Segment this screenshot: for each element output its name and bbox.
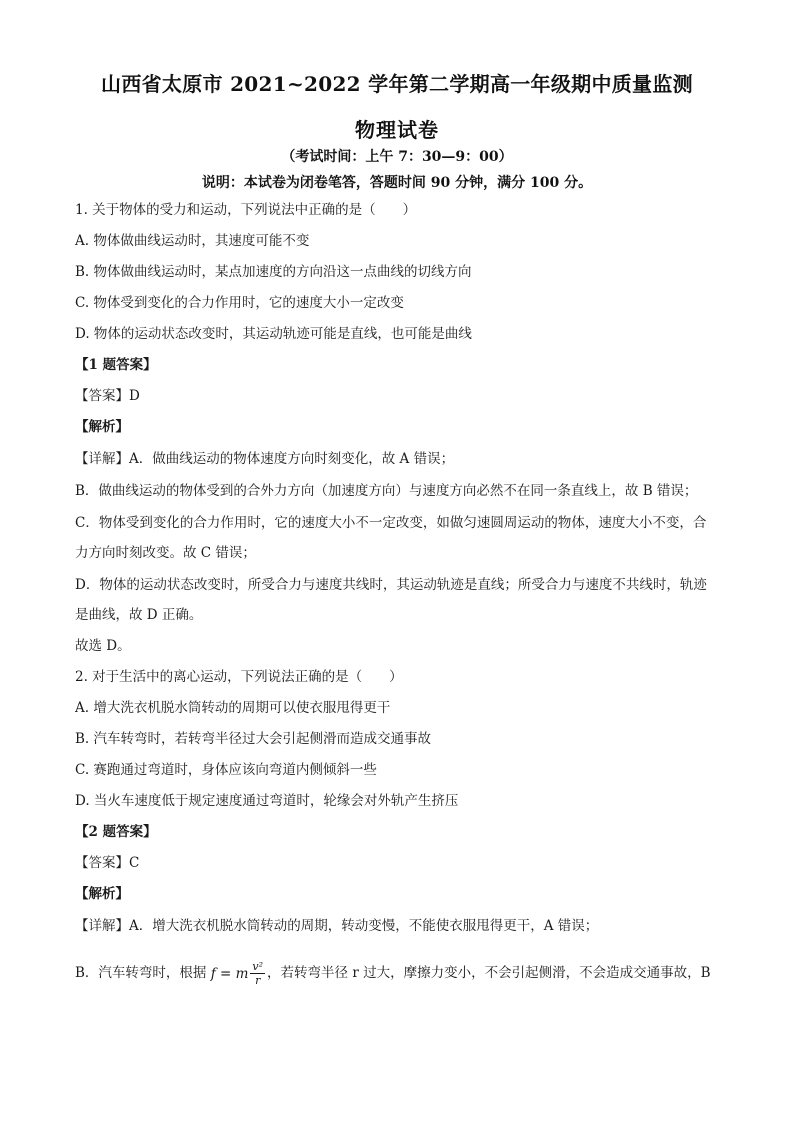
formula-denominator: r bbox=[255, 974, 261, 987]
q1-detail-line: 故选 D。 bbox=[75, 638, 131, 654]
q1-option-a: A. 物体做曲线运动时，其速度可能不变 bbox=[75, 233, 310, 249]
q1-answer: 【答案】D bbox=[75, 388, 140, 404]
q2-answer: 【答案】C bbox=[75, 855, 140, 871]
q1-detail-line: B．做曲线运动的物体受到的合外力方向（加速度方向）与速度方向必然不在同一条直线上，故 B 错误； bbox=[75, 483, 698, 499]
q2-detail-b bbox=[75, 958, 725, 989]
centripetal-formula-fraction bbox=[250, 960, 265, 987]
q1-detail-line: 是曲线，故 D 正确。 bbox=[75, 607, 203, 623]
q2-stem: 2. 对于生活中的离心运动，下列说法正确的是（ ） bbox=[75, 669, 403, 685]
subject-title: 物理试卷 bbox=[355, 118, 439, 142]
exam-time: （考试时间：上午 7：30—9：00） bbox=[281, 149, 513, 165]
q1-answer-header: 【1 题答案】 bbox=[75, 357, 157, 373]
q2-detail-b-post: ，若转弯半径 r 过大，摩擦力变小，不会引起侧滑，不会造成交通事故，B bbox=[267, 965, 711, 981]
q2-analysis-header: 【解析】 bbox=[75, 886, 129, 902]
q1-detail-line: 力方向时刻改变。故 C 错误； bbox=[75, 545, 256, 561]
q1-option-b: B. 物体做曲线运动时，某点加速度的方向沿这一点曲线的切线方向 bbox=[75, 264, 472, 280]
q1-option-c: C. 物体受到变化的合力作用时，它的速度大小一定改变 bbox=[75, 295, 404, 311]
exam-title: 山西省太原市 2021~2022 学年第二学期高一年级期中质量监测 bbox=[101, 72, 693, 96]
q2-option-a: A. 增大洗衣机脱水筒转动的周期可以使衣服甩得更干 bbox=[75, 700, 391, 716]
q1-analysis-header: 【解析】 bbox=[75, 419, 129, 435]
q1-detail-line: 【详解】A．做曲线运动的物体速度方向时刻变化，故 A 错误； bbox=[75, 451, 455, 467]
formula-numerator: v² bbox=[252, 960, 264, 973]
q2-detail-b-pre: B．汽车转弯时，根据 bbox=[75, 965, 207, 981]
centripetal-formula-lhs: f = m bbox=[210, 965, 249, 982]
q1-stem: 1. 关于物体的受力和运动，下列说法中正确的是（ ） bbox=[75, 202, 417, 218]
q2-option-d: D. 当火车速度低于规定速度通过弯道时，轮缘会对外轨产生挤压 bbox=[75, 793, 459, 809]
q2-option-b: B. 汽车转弯时，若转弯半径过大会引起侧滑而造成交通事故 bbox=[75, 731, 432, 747]
q1-detail-line: C．物体受到变化的合力作用时，它的速度大小不一定改变，如做匀速圆周运动的物体，速度大小不变，合 bbox=[75, 515, 707, 531]
q1-option-d: D. 物体的运动状态改变时，其运动轨迹可能是直线，也可能是曲线 bbox=[75, 326, 472, 342]
q1-detail-line: D．物体的运动状态改变时，所受合力与速度共线时，其运动轨迹是直线；所受合力与速度不共线时，轨迹 bbox=[75, 577, 707, 593]
q2-detail-a: 【详解】A．增大洗衣机脱水筒转动的周期，转动变慢，不能使衣服甩得更干，A 错误； bbox=[75, 918, 599, 934]
q2-option-c: C. 赛跑通过弯道时，身体应该向弯道内侧倾斜一些 bbox=[75, 762, 377, 778]
exam-note: 说明：本试卷为闭卷笔答，答题时间 90 分钟，满分 100 分。 bbox=[201, 175, 593, 191]
q2-answer-header: 【2 题答案】 bbox=[75, 824, 157, 840]
